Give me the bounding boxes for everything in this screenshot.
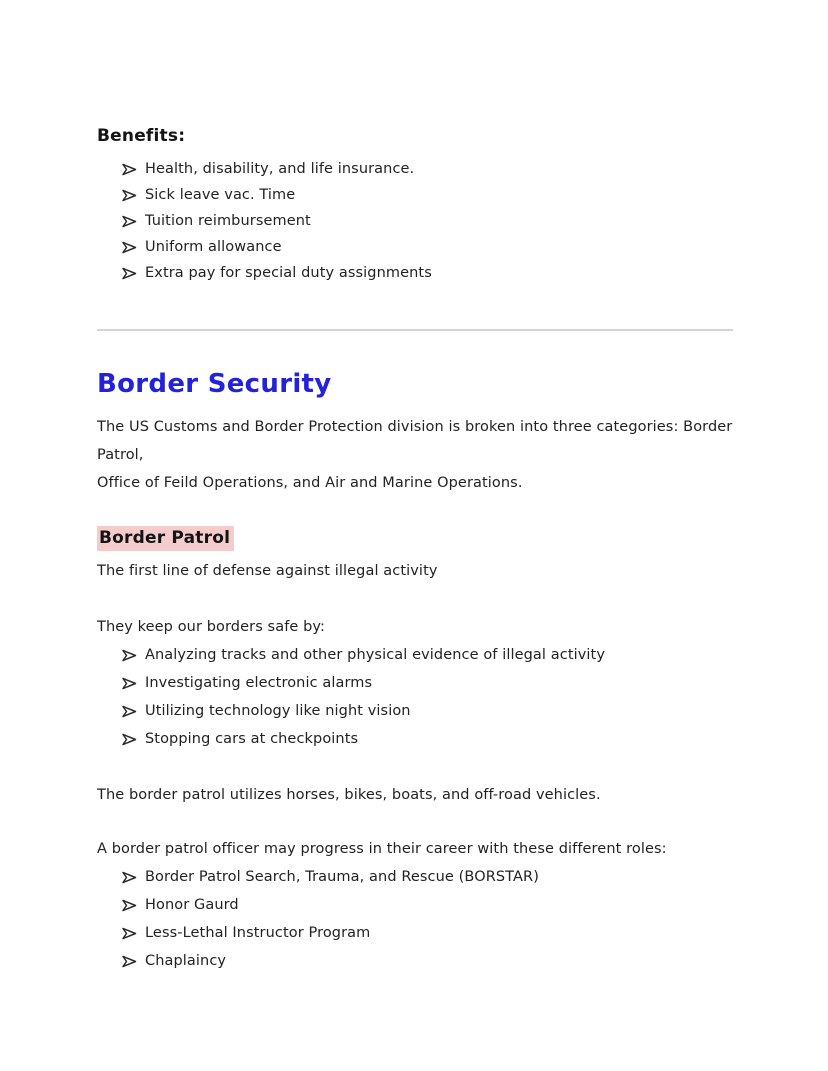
arrow-bullet-icon	[122, 267, 145, 280]
arrow-bullet-icon	[122, 733, 145, 746]
safe-by-list	[97, 641, 733, 753]
benefits-heading: Benefits:	[97, 126, 186, 146]
list-item-text: Sick leave vac. Time	[145, 187, 296, 203]
intro-line-1: The US Customs and Border Protection division is broken into three categories: Border Patrol,	[97, 419, 733, 463]
list-item	[122, 697, 733, 725]
list-item	[122, 208, 733, 234]
list-item-text: Stopping cars at checkpoints	[145, 731, 359, 747]
list-item-text: Uniform allowance	[145, 239, 282, 255]
list-item	[122, 669, 733, 697]
roles-intro: A border patrol officer may progress in their career with these different roles:	[97, 841, 667, 857]
arrow-bullet-icon	[122, 927, 145, 940]
list-item	[122, 156, 733, 182]
border-security-intro	[97, 413, 733, 497]
list-item-text: Analyzing tracks and other physical evidence of illegal activity	[145, 647, 606, 663]
list-item-text: Border Patrol Search, Trauma, and Rescue (BORSTAR)	[145, 869, 539, 885]
intro-line-2: Office of Feild Operations, and Air and Marine Operations.	[97, 475, 523, 491]
list-item-text: Health, disability, and life insurance.	[145, 161, 415, 177]
list-item	[122, 947, 733, 975]
list-item	[122, 260, 733, 286]
list-item	[122, 919, 733, 947]
arrow-bullet-icon	[122, 677, 145, 690]
section-divider	[97, 329, 733, 331]
arrow-bullet-icon	[122, 649, 145, 662]
utilizes-text: The border patrol utilizes horses, bikes, boats, and off-road vehicles.	[97, 787, 601, 803]
list-item-text: Chaplaincy	[145, 953, 227, 969]
list-item	[122, 891, 733, 919]
arrow-bullet-icon	[122, 241, 145, 254]
border-security-heading: Border Security	[97, 369, 332, 399]
list-item	[122, 641, 733, 669]
arrow-bullet-icon	[122, 705, 145, 718]
benefits-list	[97, 156, 733, 286]
list-item-text: Tuition reimbursement	[145, 213, 311, 229]
list-item	[122, 863, 733, 891]
list-item	[122, 182, 733, 208]
list-item-text: Utilizing technology like night vision	[145, 703, 411, 719]
list-item-text: Extra pay for special duty assignments	[145, 265, 432, 281]
highlighted-text: Border Patrol	[97, 526, 234, 551]
arrow-bullet-icon	[122, 163, 145, 176]
border-patrol-tagline: The first line of defense against illegal activity	[97, 563, 438, 579]
list-item	[122, 234, 733, 260]
border-patrol-heading	[97, 525, 733, 551]
roles-list	[97, 863, 733, 975]
list-item-text: Less-Lethal Instructor Program	[145, 925, 371, 941]
safe-by-intro: They keep our borders safe by:	[97, 619, 326, 635]
arrow-bullet-icon	[122, 189, 145, 202]
list-item-text: Investigating electronic alarms	[145, 675, 373, 691]
arrow-bullet-icon	[122, 871, 145, 884]
list-item-text: Honor Gaurd	[145, 897, 239, 913]
arrow-bullet-icon	[122, 899, 145, 912]
arrow-bullet-icon	[122, 955, 145, 968]
list-item	[122, 725, 733, 753]
arrow-bullet-icon	[122, 215, 145, 228]
